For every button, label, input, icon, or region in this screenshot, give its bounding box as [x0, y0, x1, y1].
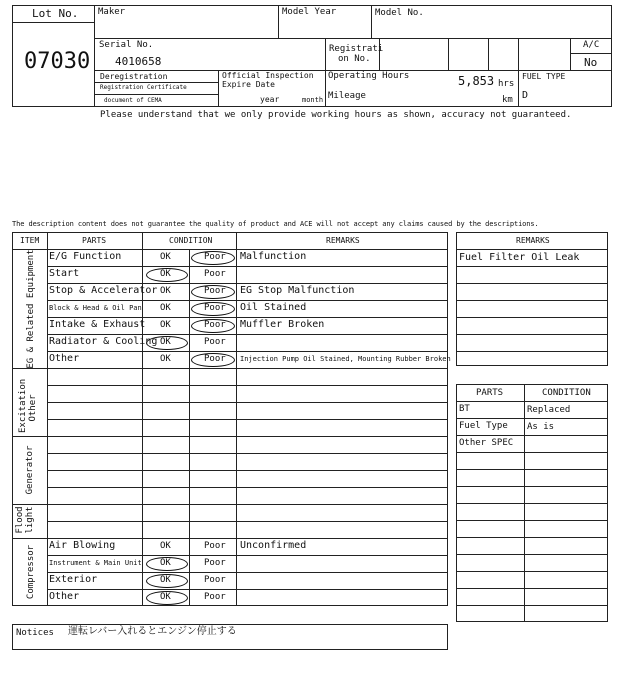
fuel-type-label: FUEL TYPE: [522, 72, 566, 81]
parts-row-fuel-condition: As is: [527, 422, 555, 432]
inspection-label: Official Inspection: [222, 71, 314, 80]
registration-label: Registrati: [329, 44, 384, 54]
lot-label: Lot No.: [32, 7, 79, 20]
description-note: The description content does not guarantee the quality of product and ACE will not accept any claims caused by the descriptions.: [12, 220, 539, 228]
model-year-label: Model Year: [282, 7, 337, 17]
part-label: Air Blowing: [49, 540, 116, 551]
group-separator: [12, 538, 448, 539]
row-line: [47, 487, 448, 488]
condition-ok: OK: [160, 354, 171, 364]
right-remarks-header: REMARKS: [516, 236, 550, 245]
remark-row-line: [456, 300, 608, 301]
notices-text: 運転レバー入れるとエンジン停止する: [68, 626, 237, 637]
row-line: [47, 402, 448, 403]
remark-row-line: [456, 283, 608, 284]
model-no-label: Model No.: [375, 8, 424, 18]
deregistration-label: Deregistration: [100, 72, 168, 81]
ok-circle: [146, 268, 188, 282]
part-label: Instrument & Main Unit: [49, 559, 142, 567]
serial-value: 4010658: [115, 55, 162, 68]
ok-circle: [146, 336, 188, 350]
km-unit: km: [502, 95, 513, 105]
group-label-compressor: Compressor: [26, 544, 36, 600]
condition-ok: OK: [160, 337, 171, 347]
registration-label-2: on No.: [338, 54, 371, 64]
header-row1-line: [94, 38, 612, 39]
condition-ok: OK: [160, 252, 171, 262]
dereg-line-2: [94, 94, 218, 95]
condition-ok: OK: [160, 592, 171, 602]
ac-label: A/C: [583, 40, 600, 50]
part-label: Start: [49, 268, 80, 279]
year-label: year: [260, 95, 280, 104]
remark-text: Malfunction: [240, 251, 307, 262]
parts-row-line: [456, 588, 608, 589]
parts-row-line: [456, 469, 608, 470]
mileage-label: Mileage: [328, 91, 366, 101]
hrs-unit: hrs: [498, 79, 515, 89]
operating-hours-label: Operating Hours: [328, 71, 410, 81]
condition-poor: Poor: [204, 337, 226, 347]
parts-row-bt: BT: [459, 404, 470, 414]
maker-label: Maker: [98, 7, 126, 17]
group-label-generator: Generator: [25, 445, 35, 495]
row-line: [47, 317, 448, 318]
remark-row-line: [456, 351, 608, 352]
parts-row-fuel: Fuel Type: [459, 421, 508, 431]
parts-row-bt-condition: Replaced: [527, 405, 571, 415]
row-line: [47, 266, 448, 267]
group-separator: [12, 504, 448, 505]
condition-poor: Poor: [204, 541, 226, 551]
col-header-remarks: REMARKS: [326, 236, 360, 245]
header-v2: [371, 5, 372, 38]
group-separator: [12, 368, 448, 369]
row-line: [47, 555, 448, 556]
row-line: [47, 385, 448, 386]
part-label: Other: [49, 591, 80, 602]
condition-ok: OK: [160, 269, 171, 279]
group-label-floodlight-text: Floodlight: [15, 506, 35, 534]
header-v3: [325, 38, 326, 107]
parts-header: PARTS: [476, 388, 504, 398]
condition-poor: Poor: [204, 558, 226, 568]
row-line: [47, 572, 448, 573]
col-header-item: ITEM: [20, 236, 40, 245]
condition-header: CONDITION: [542, 388, 591, 398]
group-label-floodlight: [15, 500, 43, 540]
ac-split: [570, 53, 612, 54]
col-line-poor: [189, 249, 190, 606]
disclaimer: Please understand that we only provide working hours as shown, accuracy not guaranteed.: [100, 110, 572, 120]
header-v7: [518, 38, 519, 107]
lot-divider: [94, 5, 95, 107]
part-label: Other: [49, 353, 80, 364]
remark-text: EG Stop Malfunction: [240, 285, 355, 296]
row-line: [47, 470, 448, 471]
parts-row-line: [456, 520, 608, 521]
inspection-label-2: Expire Date: [222, 80, 275, 89]
remark-row-line: [456, 266, 608, 267]
remark-row-line: [456, 317, 608, 318]
header-v5: [448, 38, 449, 70]
condition-poor: Poor: [204, 575, 226, 585]
condition-ok: OK: [160, 286, 171, 296]
group-separator: [12, 436, 448, 437]
right-remarks-header-line: [456, 249, 608, 250]
condition-poor: Poor: [204, 269, 226, 279]
parts-row-line: [456, 435, 608, 436]
operating-hours-value: 5,853: [458, 74, 495, 88]
condition-poor: Poor: [204, 303, 226, 313]
row-line: [47, 453, 448, 454]
row-line: [47, 283, 448, 284]
poor-circle: [191, 285, 235, 299]
condition-ok: OK: [160, 320, 171, 330]
condition-poor: Poor: [204, 592, 226, 602]
condition-ok: OK: [160, 558, 171, 568]
parts-row-line: [456, 503, 608, 504]
remark-row-line: [456, 334, 608, 335]
parts-row-line: [456, 605, 608, 606]
poor-circle: [191, 251, 235, 265]
part-label: Radiator & Cooling: [49, 336, 158, 347]
parts-row-line: [456, 554, 608, 555]
group-label-eg: EG & Related Equipment: [26, 249, 36, 369]
part-label: Stop & Accelerator: [49, 285, 158, 296]
poor-circle: [191, 319, 235, 333]
remark-text: Oil Stained: [240, 302, 307, 313]
parts-row-line: [456, 452, 608, 453]
part-label: Intake & Exhaust: [49, 319, 146, 330]
header-v6: [488, 38, 489, 70]
parts-row-line: [456, 418, 608, 419]
part-label: Block & Head & Oil Pan: [49, 304, 142, 312]
month-label: month: [302, 96, 324, 104]
condition-ok: OK: [160, 303, 171, 313]
col-header-condition: CONDITION: [169, 236, 213, 245]
group-label-excitation: [18, 368, 38, 448]
ok-circle: [146, 557, 188, 571]
cema-label: document of CEMA: [104, 97, 162, 104]
fuel-type-value: D: [522, 90, 529, 101]
remark-text: Injection Pump Oil Stained, Mounting Rubber Broken: [240, 355, 451, 363]
poor-circle: [191, 302, 235, 316]
dereg-line-1: [94, 82, 218, 83]
parts-header-line: [456, 401, 608, 402]
parts-row-line: [456, 571, 608, 572]
group-label-excitation-text: Excitation Other: [18, 378, 38, 433]
condition-poor: Poor: [204, 252, 226, 262]
notices-label: Notices: [16, 628, 54, 638]
col-header-parts: PARTS: [82, 236, 107, 245]
condition-ok: OK: [160, 575, 171, 585]
part-label: E/G Function: [49, 251, 122, 262]
parts-row-line: [456, 537, 608, 538]
remark-text: Muffler Broken: [240, 319, 325, 330]
poor-circle: [191, 353, 235, 367]
lot-divider-h: [12, 22, 94, 23]
table-header-line: [12, 249, 448, 250]
header-v1: [278, 5, 279, 38]
row-line: [47, 521, 448, 522]
ok-circle: [146, 574, 188, 588]
row-line: [47, 334, 448, 335]
reg-cert-label: Registration Certificate: [100, 84, 187, 91]
ok-circle: [146, 591, 188, 605]
condition-poor: Poor: [204, 320, 226, 330]
header-v4: [379, 38, 380, 70]
remark-text: Unconfirmed: [240, 540, 307, 551]
condition-ok: OK: [160, 541, 171, 551]
row-line: [47, 419, 448, 420]
header-v8: [570, 38, 571, 70]
row-line: [47, 351, 448, 352]
row-line: [47, 300, 448, 301]
part-label: Exterior: [49, 574, 98, 585]
serial-label: Serial No.: [99, 40, 154, 50]
ac-value: No: [584, 56, 598, 69]
right-remarks-first-row: Fuel Filter Oil Leak: [459, 252, 580, 263]
row-line: [47, 589, 448, 590]
header-v9: [218, 70, 219, 107]
lot-number: 07030: [24, 49, 91, 74]
parts-row-other: Other SPEC: [459, 438, 514, 448]
condition-poor: Poor: [204, 286, 226, 296]
condition-poor: Poor: [204, 354, 226, 364]
parts-row-line: [456, 486, 608, 487]
